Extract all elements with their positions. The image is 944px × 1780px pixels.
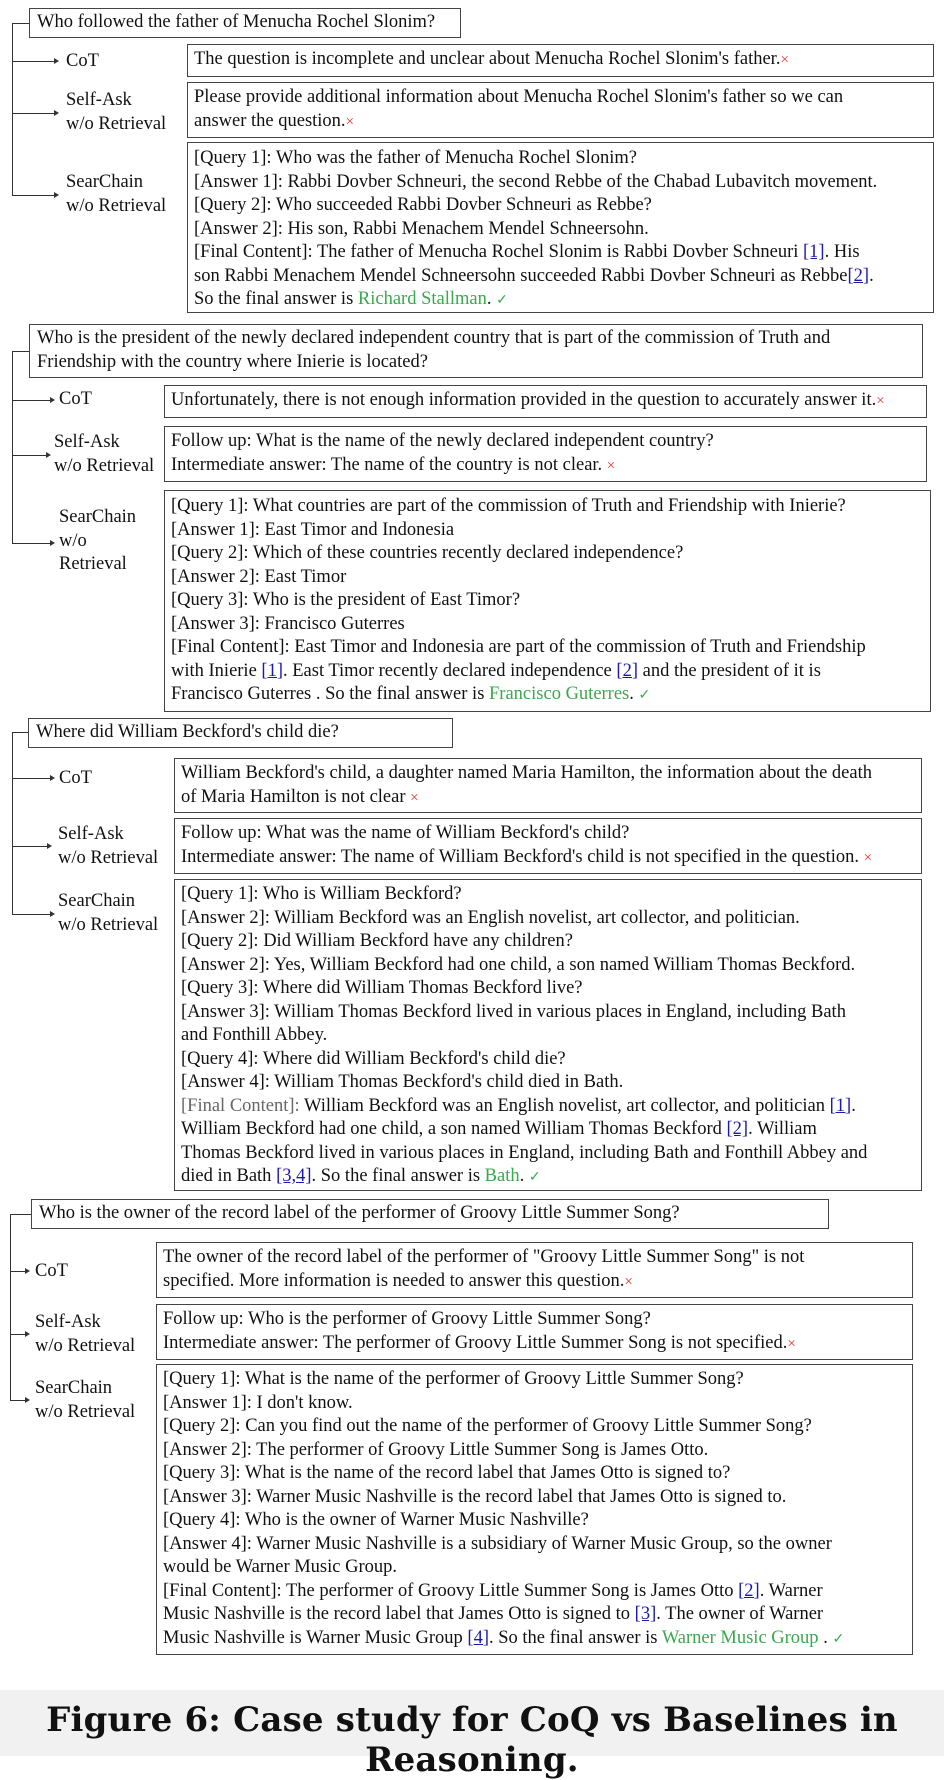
- case3-searchain-line: and Fonthill Abbey.: [181, 1025, 328, 1045]
- case4-arrow-selfask: [25, 1331, 30, 1337]
- case4-final-text: Music Nashville is the record label that James Otto is signed to: [163, 1604, 635, 1624]
- case2-question: [29, 324, 923, 378]
- case1-final-answer: Richard Stallman: [357, 289, 487, 309]
- case1-final-text: .: [869, 265, 874, 286]
- case4-searchain-line: would be Warner Music Group.: [163, 1557, 397, 1577]
- case4-cot-line: The owner of the record label of the performer of "Groovy Little Summer Song" is not: [163, 1247, 805, 1267]
- case1-arrow-selfask: [54, 110, 59, 116]
- case3-selfask-line: Follow up: What was the name of William Beckford's child?: [181, 823, 630, 843]
- case2-selfask-label-1: Self-Ask: [54, 432, 120, 452]
- case3-final-text: William Beckford had one child, a son named William Thomas Beckford: [181, 1119, 727, 1139]
- case1-final-text: son Rabbi Menachem Mendel Schneersohn succeeded Rabbi Dovber Schneuri as Rebbe: [194, 265, 848, 286]
- case4-final-text: . Warner: [759, 1580, 823, 1601]
- citation-link[interactable]: [2]: [616, 660, 638, 681]
- case1-final-text: .: [486, 289, 497, 309]
- case1-arrow-searchain: [54, 192, 59, 198]
- case1-final-text: [Final Content]: The father of Menucha Rochel Slonim is Rabbi Dovber Schneuri: [194, 242, 804, 262]
- case3-searchain-line: [Query 2]: Did William Beckford have any children?: [181, 931, 573, 951]
- case3-arrow-selfask: [47, 843, 52, 849]
- case2-arrow-selfask: [46, 452, 51, 458]
- case4-final-text: . The owner of Warner: [656, 1604, 824, 1624]
- case4-question-text: Who is the owner of the record label of the performer of Groovy Little Summer Song?: [39, 1203, 680, 1223]
- case4-final-text: [Final Content]: The performer of Groovy Little Summer Song is James Otto: [163, 1580, 739, 1601]
- citation-link[interactable]: [4]: [467, 1627, 489, 1648]
- case4-searchain-line: [Answer 2]: The performer of Groovy Little Summer Song is James Otto.: [163, 1439, 709, 1460]
- cross-icon: ×: [624, 1273, 633, 1290]
- case2-final-answer: Francisco Guterres: [489, 684, 630, 704]
- case4-searchain-label-1: SearChain: [35, 1378, 113, 1398]
- case2-cot-box: [164, 385, 927, 418]
- case1-selfask-line: answer the question.: [194, 110, 346, 131]
- case2-final-text: Francisco Guterres . So the final answer is: [171, 684, 490, 704]
- case2-searchain-box: [164, 490, 931, 712]
- case4-cot-line: specified. More information is needed to answer this question.: [163, 1270, 625, 1291]
- case1-arrow-cot: [54, 58, 59, 64]
- case1-cot-box: [187, 44, 934, 77]
- case3-arrow-cot: [50, 775, 55, 781]
- case3-selfask-line: Intermediate answer: The name of William Beckford's child is not specified in the question.: [181, 846, 864, 867]
- case3-branch-searchain: [12, 914, 52, 915]
- case4-searchain-label-2: w/o Retrieval: [35, 1401, 136, 1422]
- case1-tree-top: [12, 23, 29, 24]
- case4-searchain-line: [Answer 3]: Warner Music Nashville is the record label that James Otto is signed to.: [163, 1486, 787, 1507]
- case2-selfask-line: Follow up: What is the name of the newly declared independent country?: [171, 431, 714, 451]
- case4-final-answer: Warner Music Group: [661, 1627, 819, 1648]
- case3-searchain-line: [Answer 2]: Yes, William Beckford had one child, a son named William Thomas Beckford.: [181, 954, 856, 975]
- case3-selfask-label-2: w/o Retrieval: [58, 847, 159, 868]
- case1-cot-label: CoT: [66, 51, 99, 71]
- figure-caption: Figure 6: Case study for CoQ vs Baselines in Reasoning.: [46, 1700, 898, 1780]
- cross-icon: ×: [410, 789, 419, 806]
- case3-searchain-box: [174, 879, 922, 1191]
- citation-link[interactable]: [1]: [829, 1095, 852, 1116]
- case4-final-text: .: [818, 1627, 833, 1648]
- case2-searchain-label-2: w/o: [59, 530, 87, 551]
- case3-branch-cot: [12, 778, 52, 779]
- case3-cot-label: CoT: [59, 768, 92, 788]
- case3-arrow-searchain: [50, 911, 55, 917]
- case3-selfask-label: [58, 823, 158, 870]
- case2-selfask-line: Intermediate answer: The name of the country is not clear.: [171, 454, 607, 475]
- case3-searchain-line: [Query 3]: Where did William Thomas Beckford live?: [181, 978, 583, 998]
- citation-link[interactable]: [1]: [803, 242, 825, 262]
- case1-searchain-label-2: w/o Retrieval: [66, 195, 167, 216]
- case4-arrow-searchain: [25, 1397, 30, 1403]
- case1-branch-searchain: [12, 195, 55, 196]
- check-icon: ✓: [496, 293, 508, 308]
- case4-arrow-cot: [25, 1268, 30, 1274]
- case2-searchain-label: [59, 506, 136, 577]
- cross-icon: ×: [863, 849, 873, 866]
- case2-searchain-label-1: SearChain: [59, 507, 137, 527]
- case4-tree-top: [10, 1214, 31, 1215]
- case4-searchain-line: [Query 2]: Can you find out the name of the performer of Groovy Little Summer Song?: [163, 1416, 812, 1436]
- case4-final-text: Music Nashville is Warner Music Group: [163, 1627, 468, 1648]
- case2-searchain-label-3: Retrieval: [59, 554, 127, 574]
- case3-final-text: . So the final answer is: [311, 1166, 485, 1186]
- case3-searchain-line: [Query 4]: Where did William Beckford's child die?: [181, 1048, 566, 1069]
- case4-selfask-label: [35, 1311, 135, 1358]
- case2-searchain-line: [Query 2]: Which of these countries recently declared independence?: [171, 543, 684, 563]
- case1-selfask-label: [66, 89, 166, 136]
- case2-branch-cot: [12, 400, 52, 401]
- case4-searchain-label: [35, 1377, 135, 1424]
- case3-searchain-label-1: SearChain: [58, 891, 136, 911]
- case1-searchain-line: [Query 2]: Who succeeded Rabbi Dovber Schneuri as Rebbe?: [194, 195, 652, 215]
- case4-searchain-line: [Answer 1]: I don't know.: [163, 1392, 353, 1413]
- case3-final-text: died in Bath: [181, 1166, 277, 1186]
- case4-selfask-line: Intermediate answer: The performer of Groovy Little Summer Song is not specified.: [163, 1332, 788, 1353]
- case3-final-text: William Beckford was an English novelist, art collector, and politician: [299, 1095, 830, 1116]
- case3-question: [28, 718, 453, 748]
- case2-final-text: . East Timor recently declared independence: [283, 660, 617, 681]
- case1-final-text: So the final answer is: [194, 289, 358, 309]
- case2-searchain-line: [Query 3]: Who is the president of East Timor?: [171, 590, 521, 610]
- cross-icon: ×: [345, 113, 355, 130]
- case4-searchain-line: [Query 4]: Who is the owner of Warner Music Nashville?: [163, 1510, 589, 1530]
- case4-cot-box: [156, 1242, 913, 1298]
- case1-tree-trunk: [12, 23, 13, 195]
- case2-searchain-line: [Answer 3]: Francisco Guterres: [171, 613, 405, 634]
- case2-arrow-cot: [50, 397, 55, 403]
- case2-branch-selfask: [12, 455, 48, 456]
- cross-icon: ×: [787, 1335, 796, 1352]
- case1-searchain-line: [Answer 1]: Rabbi Dovber Schneuri, the second Rebbe of the Chabad Lubavitch movement.: [194, 171, 878, 192]
- case3-searchain-line: [Answer 2]: William Beckford was an English novelist, art collector, and politician.: [181, 907, 800, 928]
- case2-searchain-line: [Answer 1]: East Timor and Indonesia: [171, 519, 455, 540]
- case2-searchain-line: [Answer 2]: East Timor: [171, 566, 347, 587]
- case1-selfask-line: Please provide additional information about Menucha Rochel Slonim's father so we can: [194, 87, 844, 107]
- case3-searchain-label: [58, 890, 158, 937]
- case3-final-text: .: [519, 1166, 529, 1186]
- case3-selfask-box: [174, 818, 922, 874]
- citation-link[interactable]: [2]: [847, 265, 870, 286]
- case3-cot-line: William Beckford's child, a daughter named Maria Hamilton, the information about the death: [181, 763, 872, 783]
- citation-link[interactable]: [2]: [726, 1119, 749, 1139]
- citation-link[interactable]: [2]: [738, 1580, 760, 1601]
- case3-final-text: .: [851, 1095, 856, 1116]
- case2-tree-trunk: [12, 351, 13, 544]
- case2-selfask-box: [164, 426, 927, 482]
- case3-final-text: . William: [748, 1119, 817, 1139]
- case1-cot-line: The question is incomplete and unclear about Menucha Rochel Slonim's father.: [194, 49, 781, 69]
- case2-selfask-label-2: w/o Retrieval: [54, 455, 155, 476]
- citation-link[interactable]: [3]: [634, 1604, 657, 1624]
- case2-final-text: with Inierie: [171, 660, 262, 681]
- case2-cot-label: CoT: [59, 389, 92, 409]
- case2-branch-searchain: [12, 543, 52, 544]
- cross-icon: ×: [606, 457, 616, 474]
- case4-selfask-label-2: w/o Retrieval: [35, 1335, 136, 1356]
- case4-tree-trunk: [10, 1214, 11, 1400]
- case1-searchain-label-1: SearChain: [66, 172, 144, 192]
- case4-selfask-line: Follow up: Who is the performer of Groovy Little Summer Song?: [163, 1309, 651, 1329]
- case3-final-answer: Bath: [484, 1166, 520, 1186]
- case2-question-line: Friendship with the country where Inierie is located?: [37, 351, 428, 372]
- case3-final-label: [Final Content]:: [181, 1095, 300, 1116]
- case3-cot-box: [174, 758, 922, 813]
- case4-selfask-label-1: Self-Ask: [35, 1312, 101, 1332]
- case1-question: [29, 8, 461, 38]
- case3-searchain-line: [Answer 3]: William Thomas Beckford lived in various places in England, including Bath: [181, 1001, 846, 1022]
- case1-searchain-box: [187, 142, 934, 313]
- case1-selfask-box: [187, 82, 934, 138]
- case4-searchain-line: [Query 1]: What is the name of the performer of Groovy Little Summer Song?: [163, 1369, 744, 1389]
- citation-link[interactable]: [3,4]: [276, 1166, 312, 1186]
- case3-tree-top: [12, 732, 28, 733]
- case3-question-text: Where did William Beckford's child die?: [36, 722, 339, 742]
- case1-final-text: . His: [824, 242, 860, 262]
- case1-selfask-label-2: w/o Retrieval: [66, 113, 167, 134]
- case1-question-text: Who followed the father of Menucha Rochel Slonim?: [37, 12, 436, 32]
- case4-searchain-line: [Query 3]: What is the name of the record label that James Otto is signed to?: [163, 1463, 731, 1483]
- check-icon: ✓: [638, 688, 651, 703]
- case1-selfask-label-1: Self-Ask: [66, 90, 132, 110]
- case1-searchain-label: [66, 171, 166, 218]
- case2-arrow-searchain: [50, 540, 55, 546]
- case1-searchain-line: [Query 1]: Who was the father of Menucha Rochel Slonim?: [194, 148, 638, 168]
- case3-cot-line: of Maria Hamilton is not clear: [181, 786, 411, 807]
- case2-question-line: Who is the president of the newly declared independent country that is part of the commission of Truth and: [37, 328, 831, 348]
- case3-branch-selfask: [12, 846, 49, 847]
- case4-searchain-line: [Answer 4]: Warner Music Nashville is a subsidiary of Warner Music Group, so the owner: [163, 1533, 832, 1554]
- case2-final-text: .: [629, 684, 639, 704]
- case3-selfask-label-1: Self-Ask: [58, 824, 124, 844]
- case3-searchain-line: [Answer 4]: William Thomas Beckford's child died in Bath.: [181, 1072, 624, 1092]
- case3-tree-trunk: [12, 732, 13, 915]
- case3-final-text: Thomas Beckford lived in various places in England, including Bath and Fonthill Abbey and: [181, 1142, 868, 1163]
- case3-searchain-line: [Query 1]: Who is William Beckford?: [181, 884, 462, 904]
- case3-searchain-label-2: w/o Retrieval: [58, 914, 159, 935]
- case4-selfask-box: [156, 1304, 913, 1360]
- check-icon: ✓: [528, 1170, 541, 1185]
- case2-selfask-label: [54, 431, 154, 478]
- case1-searchain-line: [Answer 2]: His son, Rabbi Menachem Mendel Schneersohn.: [194, 218, 649, 239]
- case2-cot-line: Unfortunately, there is not enough information provided in the question to accurately answer it.: [171, 390, 877, 410]
- case1-branch-selfask: [12, 113, 55, 114]
- check-icon: ✓: [832, 1631, 845, 1647]
- case4-cot-label: CoT: [35, 1261, 68, 1281]
- case2-tree-top: [12, 351, 29, 352]
- case4-question: [31, 1199, 829, 1229]
- cross-icon: ×: [780, 52, 789, 68]
- case4-searchain-box: [156, 1364, 913, 1655]
- case2-final-text: and the president of it is: [637, 660, 821, 681]
- case2-searchain-line: [Query 1]: What countries are part of the commission of Truth and Friendship with Inierie?: [171, 496, 846, 516]
- cross-icon: ×: [876, 393, 885, 409]
- case1-branch-cot: [12, 61, 55, 62]
- citation-link[interactable]: [1]: [261, 660, 283, 681]
- case4-final-text: . So the final answer is: [488, 1627, 662, 1648]
- case2-searchain-line: [Final Content]: East Timor and Indonesia are part of the commission of Truth and Friendship: [171, 637, 866, 657]
